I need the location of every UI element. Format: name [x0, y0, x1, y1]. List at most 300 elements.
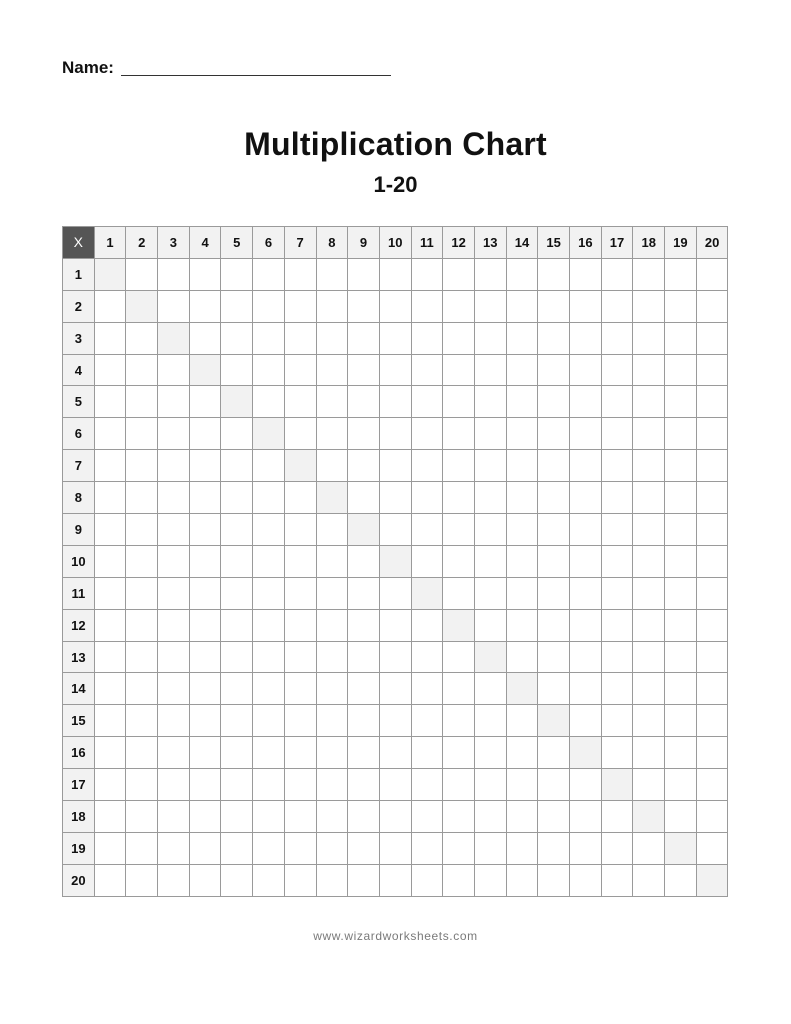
answer-cell[interactable]	[633, 609, 665, 641]
answer-cell[interactable]	[665, 864, 697, 896]
answer-cell[interactable]	[411, 386, 443, 418]
answer-cell[interactable]	[538, 832, 570, 864]
answer-cell[interactable]	[284, 258, 316, 290]
answer-cell[interactable]	[601, 609, 633, 641]
answer-cell[interactable]	[348, 418, 380, 450]
answer-cell[interactable]	[158, 418, 190, 450]
answer-cell[interactable]	[538, 482, 570, 514]
answer-cell[interactable]	[538, 609, 570, 641]
answer-cell[interactable]	[221, 450, 253, 482]
answer-cell[interactable]	[379, 673, 411, 705]
answer-cell[interactable]	[570, 418, 602, 450]
answer-cell[interactable]	[570, 322, 602, 354]
answer-cell[interactable]	[126, 482, 158, 514]
answer-cell[interactable]	[411, 609, 443, 641]
answer-cell-diagonal[interactable]	[570, 737, 602, 769]
answer-cell[interactable]	[284, 354, 316, 386]
answer-cell[interactable]	[126, 673, 158, 705]
answer-cell[interactable]	[665, 290, 697, 322]
answer-cell[interactable]	[158, 801, 190, 833]
answer-cell-diagonal[interactable]	[474, 641, 506, 673]
answer-cell[interactable]	[696, 514, 728, 546]
answer-cell[interactable]	[379, 258, 411, 290]
answer-cell[interactable]	[253, 322, 285, 354]
answer-cell[interactable]	[189, 450, 221, 482]
answer-cell[interactable]	[94, 577, 126, 609]
answer-cell[interactable]	[570, 832, 602, 864]
answer-cell[interactable]	[570, 450, 602, 482]
answer-cell[interactable]	[348, 450, 380, 482]
answer-cell[interactable]	[601, 322, 633, 354]
answer-cell[interactable]	[316, 545, 348, 577]
answer-cell[interactable]	[126, 609, 158, 641]
answer-cell[interactable]	[506, 832, 538, 864]
answer-cell[interactable]	[221, 832, 253, 864]
answer-cell[interactable]	[570, 386, 602, 418]
answer-cell[interactable]	[379, 864, 411, 896]
answer-cell[interactable]	[443, 354, 475, 386]
answer-cell[interactable]	[411, 769, 443, 801]
answer-cell-diagonal[interactable]	[348, 514, 380, 546]
answer-cell[interactable]	[506, 514, 538, 546]
answer-cell[interactable]	[94, 290, 126, 322]
answer-cell[interactable]	[506, 545, 538, 577]
answer-cell[interactable]	[538, 290, 570, 322]
answer-cell[interactable]	[633, 386, 665, 418]
answer-cell[interactable]	[221, 673, 253, 705]
answer-cell[interactable]	[221, 545, 253, 577]
answer-cell[interactable]	[189, 864, 221, 896]
answer-cell[interactable]	[696, 418, 728, 450]
answer-cell[interactable]	[158, 609, 190, 641]
answer-cell[interactable]	[348, 832, 380, 864]
answer-cell[interactable]	[601, 482, 633, 514]
answer-cell[interactable]	[443, 386, 475, 418]
answer-cell[interactable]	[570, 514, 602, 546]
answer-cell[interactable]	[633, 450, 665, 482]
answer-cell[interactable]	[284, 737, 316, 769]
answer-cell[interactable]	[696, 290, 728, 322]
answer-cell[interactable]	[443, 864, 475, 896]
answer-cell[interactable]	[665, 450, 697, 482]
answer-cell[interactable]	[506, 609, 538, 641]
answer-cell[interactable]	[348, 673, 380, 705]
answer-cell-diagonal[interactable]	[379, 545, 411, 577]
answer-cell[interactable]	[411, 737, 443, 769]
answer-cell[interactable]	[411, 418, 443, 450]
answer-cell[interactable]	[474, 322, 506, 354]
answer-cell[interactable]	[538, 864, 570, 896]
answer-cell[interactable]	[158, 545, 190, 577]
answer-cell[interactable]	[538, 258, 570, 290]
answer-cell[interactable]	[126, 514, 158, 546]
answer-cell[interactable]	[443, 705, 475, 737]
answer-cell[interactable]	[665, 545, 697, 577]
answer-cell[interactable]	[221, 641, 253, 673]
answer-cell[interactable]	[221, 290, 253, 322]
answer-cell[interactable]	[411, 545, 443, 577]
answer-cell[interactable]	[158, 864, 190, 896]
answer-cell[interactable]	[538, 418, 570, 450]
answer-cell[interactable]	[316, 864, 348, 896]
answer-cell[interactable]	[696, 386, 728, 418]
answer-cell[interactable]	[126, 705, 158, 737]
answer-cell[interactable]	[379, 322, 411, 354]
answer-cell[interactable]	[253, 354, 285, 386]
answer-cell[interactable]	[94, 737, 126, 769]
answer-cell[interactable]	[411, 482, 443, 514]
answer-cell[interactable]	[570, 290, 602, 322]
answer-cell[interactable]	[253, 290, 285, 322]
answer-cell[interactable]	[633, 354, 665, 386]
answer-cell[interactable]	[633, 418, 665, 450]
answer-cell[interactable]	[348, 322, 380, 354]
answer-cell[interactable]	[538, 354, 570, 386]
answer-cell[interactable]	[506, 801, 538, 833]
answer-cell[interactable]	[316, 737, 348, 769]
answer-cell[interactable]	[570, 769, 602, 801]
answer-cell[interactable]	[474, 545, 506, 577]
answer-cell[interactable]	[538, 545, 570, 577]
answer-cell[interactable]	[94, 609, 126, 641]
answer-cell[interactable]	[284, 482, 316, 514]
answer-cell[interactable]	[601, 386, 633, 418]
answer-cell[interactable]	[570, 864, 602, 896]
answer-cell[interactable]	[221, 609, 253, 641]
answer-cell[interactable]	[633, 482, 665, 514]
answer-cell[interactable]	[633, 258, 665, 290]
answer-cell[interactable]	[253, 801, 285, 833]
answer-cell[interactable]	[696, 482, 728, 514]
answer-cell[interactable]	[443, 673, 475, 705]
answer-cell[interactable]	[316, 258, 348, 290]
answer-cell[interactable]	[665, 609, 697, 641]
answer-cell[interactable]	[189, 545, 221, 577]
answer-cell[interactable]	[316, 450, 348, 482]
answer-cell[interactable]	[570, 545, 602, 577]
answer-cell-diagonal[interactable]	[284, 450, 316, 482]
answer-cell[interactable]	[696, 322, 728, 354]
answer-cell[interactable]	[474, 482, 506, 514]
answer-cell[interactable]	[538, 322, 570, 354]
answer-cell[interactable]	[570, 577, 602, 609]
answer-cell[interactable]	[253, 641, 285, 673]
answer-cell[interactable]	[316, 609, 348, 641]
answer-cell[interactable]	[665, 577, 697, 609]
answer-cell[interactable]	[696, 450, 728, 482]
answer-cell[interactable]	[696, 832, 728, 864]
answer-cell[interactable]	[158, 832, 190, 864]
answer-cell[interactable]	[348, 482, 380, 514]
answer-cell[interactable]	[158, 705, 190, 737]
answer-cell[interactable]	[538, 514, 570, 546]
answer-cell[interactable]	[284, 705, 316, 737]
answer-cell[interactable]	[506, 577, 538, 609]
answer-cell[interactable]	[570, 482, 602, 514]
answer-cell[interactable]	[474, 418, 506, 450]
answer-cell[interactable]	[538, 737, 570, 769]
answer-cell[interactable]	[221, 864, 253, 896]
answer-cell[interactable]	[474, 737, 506, 769]
answer-cell[interactable]	[474, 290, 506, 322]
answer-cell[interactable]	[189, 577, 221, 609]
answer-cell[interactable]	[474, 609, 506, 641]
answer-cell[interactable]	[443, 322, 475, 354]
answer-cell[interactable]	[443, 290, 475, 322]
answer-cell[interactable]	[411, 354, 443, 386]
answer-cell[interactable]	[158, 577, 190, 609]
answer-cell[interactable]	[316, 801, 348, 833]
answer-cell[interactable]	[538, 801, 570, 833]
answer-cell[interactable]	[379, 641, 411, 673]
answer-cell[interactable]	[443, 258, 475, 290]
answer-cell[interactable]	[474, 673, 506, 705]
answer-cell[interactable]	[253, 514, 285, 546]
answer-cell[interactable]	[601, 545, 633, 577]
answer-cell[interactable]	[506, 450, 538, 482]
answer-cell[interactable]	[411, 258, 443, 290]
answer-cell[interactable]	[316, 577, 348, 609]
answer-cell[interactable]	[379, 386, 411, 418]
answer-cell[interactable]	[379, 737, 411, 769]
answer-cell[interactable]	[348, 801, 380, 833]
answer-cell[interactable]	[601, 673, 633, 705]
answer-cell[interactable]	[506, 864, 538, 896]
answer-cell[interactable]	[443, 801, 475, 833]
answer-cell[interactable]	[221, 354, 253, 386]
answer-cell[interactable]	[411, 514, 443, 546]
answer-cell[interactable]	[316, 418, 348, 450]
answer-cell[interactable]	[189, 609, 221, 641]
answer-cell[interactable]	[506, 482, 538, 514]
answer-cell[interactable]	[474, 832, 506, 864]
answer-cell[interactable]	[158, 450, 190, 482]
answer-cell[interactable]	[570, 609, 602, 641]
answer-cell[interactable]	[94, 418, 126, 450]
answer-cell[interactable]	[696, 801, 728, 833]
answer-cell[interactable]	[601, 832, 633, 864]
answer-cell[interactable]	[284, 609, 316, 641]
answer-cell[interactable]	[601, 290, 633, 322]
answer-cell[interactable]	[601, 450, 633, 482]
answer-cell[interactable]	[221, 418, 253, 450]
answer-cell-diagonal[interactable]	[253, 418, 285, 450]
answer-cell[interactable]	[570, 801, 602, 833]
answer-cell[interactable]	[443, 832, 475, 864]
answer-cell[interactable]	[379, 450, 411, 482]
answer-cell[interactable]	[696, 673, 728, 705]
answer-cell[interactable]	[443, 450, 475, 482]
answer-cell[interactable]	[570, 705, 602, 737]
answer-cell[interactable]	[94, 832, 126, 864]
answer-cell[interactable]	[348, 609, 380, 641]
answer-cell[interactable]	[506, 386, 538, 418]
answer-cell[interactable]	[633, 673, 665, 705]
answer-cell[interactable]	[379, 609, 411, 641]
answer-cell[interactable]	[348, 769, 380, 801]
answer-cell[interactable]	[474, 514, 506, 546]
answer-cell[interactable]	[316, 832, 348, 864]
answer-cell[interactable]	[348, 545, 380, 577]
answer-cell[interactable]	[94, 386, 126, 418]
answer-cell[interactable]	[94, 545, 126, 577]
answer-cell[interactable]	[94, 450, 126, 482]
answer-cell[interactable]	[253, 673, 285, 705]
answer-cell[interactable]	[506, 258, 538, 290]
answer-cell[interactable]	[316, 386, 348, 418]
answer-cell[interactable]	[158, 290, 190, 322]
answer-cell[interactable]	[348, 354, 380, 386]
answer-cell[interactable]	[158, 258, 190, 290]
answer-cell[interactable]	[379, 354, 411, 386]
answer-cell[interactable]	[253, 258, 285, 290]
answer-cell[interactable]	[506, 322, 538, 354]
answer-cell[interactable]	[189, 737, 221, 769]
name-input-line[interactable]	[121, 75, 391, 76]
answer-cell[interactable]	[665, 801, 697, 833]
answer-cell[interactable]	[348, 737, 380, 769]
answer-cell[interactable]	[633, 290, 665, 322]
answer-cell[interactable]	[696, 705, 728, 737]
answer-cell[interactable]	[126, 769, 158, 801]
answer-cell[interactable]	[506, 737, 538, 769]
answer-cell[interactable]	[570, 354, 602, 386]
answer-cell[interactable]	[221, 482, 253, 514]
answer-cell-diagonal[interactable]	[221, 386, 253, 418]
answer-cell[interactable]	[411, 290, 443, 322]
answer-cell[interactable]	[126, 832, 158, 864]
answer-cell[interactable]	[665, 322, 697, 354]
answer-cell[interactable]	[158, 641, 190, 673]
answer-cell[interactable]	[189, 322, 221, 354]
answer-cell[interactable]	[126, 322, 158, 354]
answer-cell[interactable]	[284, 322, 316, 354]
answer-cell[interactable]	[316, 673, 348, 705]
answer-cell[interactable]	[379, 705, 411, 737]
answer-cell[interactable]	[601, 864, 633, 896]
answer-cell[interactable]	[474, 801, 506, 833]
answer-cell[interactable]	[94, 482, 126, 514]
answer-cell-diagonal[interactable]	[601, 769, 633, 801]
answer-cell[interactable]	[158, 737, 190, 769]
answer-cell[interactable]	[665, 641, 697, 673]
answer-cell[interactable]	[696, 354, 728, 386]
answer-cell[interactable]	[538, 641, 570, 673]
answer-cell[interactable]	[601, 514, 633, 546]
answer-cell[interactable]	[506, 418, 538, 450]
answer-cell[interactable]	[633, 514, 665, 546]
answer-cell[interactable]	[601, 418, 633, 450]
answer-cell[interactable]	[538, 450, 570, 482]
answer-cell-diagonal[interactable]	[443, 609, 475, 641]
answer-cell[interactable]	[665, 418, 697, 450]
answer-cell[interactable]	[348, 577, 380, 609]
answer-cell[interactable]	[696, 577, 728, 609]
answer-cell[interactable]	[221, 801, 253, 833]
answer-cell[interactable]	[189, 769, 221, 801]
answer-cell[interactable]	[411, 450, 443, 482]
answer-cell[interactable]	[601, 705, 633, 737]
answer-cell[interactable]	[633, 641, 665, 673]
answer-cell[interactable]	[538, 577, 570, 609]
answer-cell-diagonal[interactable]	[506, 673, 538, 705]
answer-cell[interactable]	[126, 386, 158, 418]
answer-cell[interactable]	[633, 577, 665, 609]
answer-cell[interactable]	[189, 258, 221, 290]
answer-cell[interactable]	[601, 801, 633, 833]
answer-cell[interactable]	[474, 769, 506, 801]
answer-cell[interactable]	[506, 705, 538, 737]
answer-cell[interactable]	[633, 737, 665, 769]
answer-cell[interactable]	[474, 705, 506, 737]
answer-cell[interactable]	[94, 673, 126, 705]
answer-cell[interactable]	[221, 769, 253, 801]
answer-cell[interactable]	[601, 641, 633, 673]
answer-cell[interactable]	[126, 418, 158, 450]
answer-cell[interactable]	[94, 801, 126, 833]
answer-cell[interactable]	[253, 832, 285, 864]
answer-cell-diagonal[interactable]	[538, 705, 570, 737]
answer-cell[interactable]	[126, 545, 158, 577]
answer-cell[interactable]	[633, 769, 665, 801]
answer-cell[interactable]	[443, 514, 475, 546]
answer-cell[interactable]	[696, 258, 728, 290]
answer-cell[interactable]	[284, 418, 316, 450]
answer-cell[interactable]	[474, 577, 506, 609]
answer-cell[interactable]	[253, 769, 285, 801]
answer-cell[interactable]	[443, 418, 475, 450]
answer-cell-diagonal[interactable]	[158, 322, 190, 354]
answer-cell[interactable]	[696, 737, 728, 769]
answer-cell[interactable]	[348, 290, 380, 322]
answer-cell[interactable]	[696, 609, 728, 641]
answer-cell[interactable]	[94, 354, 126, 386]
answer-cell[interactable]	[570, 641, 602, 673]
answer-cell[interactable]	[316, 705, 348, 737]
answer-cell-diagonal[interactable]	[126, 290, 158, 322]
answer-cell[interactable]	[379, 801, 411, 833]
answer-cell[interactable]	[443, 641, 475, 673]
answer-cell-diagonal[interactable]	[94, 258, 126, 290]
answer-cell[interactable]	[126, 450, 158, 482]
answer-cell-diagonal[interactable]	[411, 577, 443, 609]
answer-cell[interactable]	[570, 673, 602, 705]
answer-cell[interactable]	[633, 545, 665, 577]
answer-cell[interactable]	[443, 769, 475, 801]
answer-cell-diagonal[interactable]	[633, 801, 665, 833]
answer-cell[interactable]	[348, 641, 380, 673]
answer-cell[interactable]	[94, 514, 126, 546]
answer-cell[interactable]	[601, 354, 633, 386]
answer-cell[interactable]	[284, 290, 316, 322]
answer-cell[interactable]	[665, 386, 697, 418]
answer-cell[interactable]	[253, 737, 285, 769]
answer-cell[interactable]	[665, 769, 697, 801]
answer-cell[interactable]	[443, 577, 475, 609]
answer-cell[interactable]	[253, 482, 285, 514]
answer-cell[interactable]	[506, 354, 538, 386]
answer-cell[interactable]	[348, 258, 380, 290]
answer-cell[interactable]	[538, 673, 570, 705]
answer-cell[interactable]	[253, 386, 285, 418]
answer-cell[interactable]	[126, 801, 158, 833]
answer-cell[interactable]	[379, 832, 411, 864]
answer-cell[interactable]	[696, 769, 728, 801]
answer-cell-diagonal[interactable]	[189, 354, 221, 386]
answer-cell[interactable]	[284, 641, 316, 673]
answer-cell[interactable]	[633, 864, 665, 896]
answer-cell[interactable]	[633, 705, 665, 737]
